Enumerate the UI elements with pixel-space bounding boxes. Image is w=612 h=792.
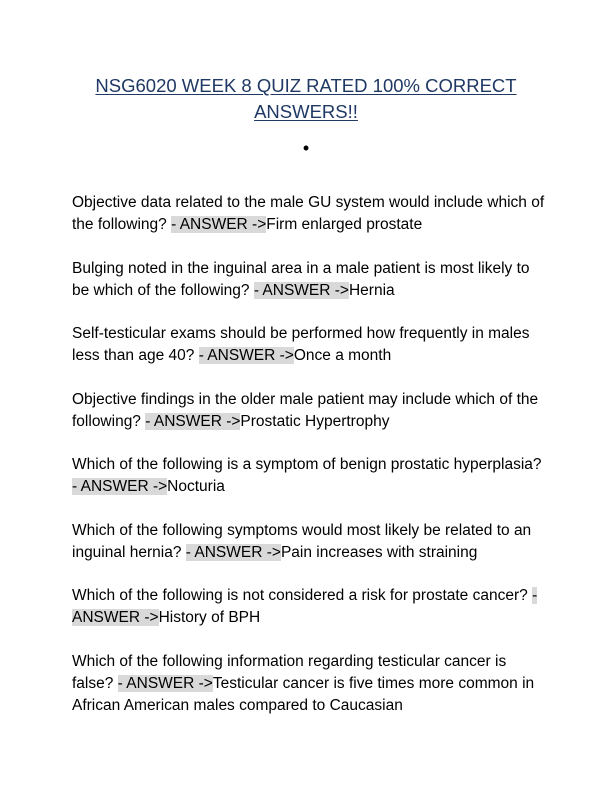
answer-marker: - ANSWER -> bbox=[185, 543, 281, 561]
qa-item-4 bbox=[72, 389, 547, 433]
answer-marker: - ANSWER -> bbox=[145, 412, 241, 430]
answer-text: Testicular cancer is five times more common in African American males compared to Caucasian bbox=[72, 674, 535, 714]
qa-item-1 bbox=[72, 192, 547, 236]
question-text: Bulging noted in the inguinal area in a male patient is most likely to be which of the following? bbox=[72, 259, 530, 299]
qa-item-6 bbox=[72, 520, 547, 564]
question-text: Which of the following information regarding testicular cancer is false? bbox=[72, 652, 507, 692]
answer-marker: - ANSWER -> bbox=[171, 216, 267, 233]
question-text: Objective data related to the male GU system would include which of the following? bbox=[72, 194, 545, 233]
answer-text: Firm enlarged prostate bbox=[266, 216, 423, 233]
answer-text: Hernia bbox=[348, 281, 395, 299]
question-text: Which of the following symptoms would most likely be related to an inguinal hernia? bbox=[72, 521, 532, 561]
qa-list bbox=[72, 192, 547, 738]
question-text: Self-testicular exams should be performed how frequently in males less than age 40? bbox=[72, 325, 530, 364]
question-text: Which of the following is not considered a risk for prostate cancer? bbox=[72, 587, 533, 604]
answer-text: Pain increases with straining bbox=[280, 543, 478, 561]
qa-item-7 bbox=[72, 585, 547, 629]
question-text: Objective findings in the older male patient may include which of the following? bbox=[72, 390, 539, 430]
title-separator-dot: • bbox=[302, 138, 310, 158]
answer-marker: - ANSWER -> bbox=[198, 347, 294, 364]
answer-marker: - ANSWER -> bbox=[117, 674, 213, 692]
answer-marker: - ANSWER -> bbox=[72, 478, 168, 495]
answer-marker: - ANSWER -> bbox=[253, 281, 349, 299]
answer-marker: - ANSWER -> bbox=[72, 587, 538, 626]
answer-text: Prostatic Hypertrophy bbox=[240, 412, 390, 430]
qa-item-8 bbox=[72, 651, 547, 717]
document-title: NSG6020 WEEK 8 QUIZ RATED 100% CORRECT ANSWERS!! bbox=[95, 75, 517, 122]
answer-text: History of BPH bbox=[158, 609, 261, 626]
qa-item-5 bbox=[72, 454, 547, 498]
answer-text: Nocturia bbox=[167, 478, 225, 495]
qa-item-3 bbox=[72, 323, 547, 367]
answer-text: Once a month bbox=[293, 347, 392, 364]
question-text: Which of the following is a symptom of benign prostatic hyperplasia? bbox=[72, 456, 542, 473]
qa-item-2 bbox=[72, 258, 547, 302]
